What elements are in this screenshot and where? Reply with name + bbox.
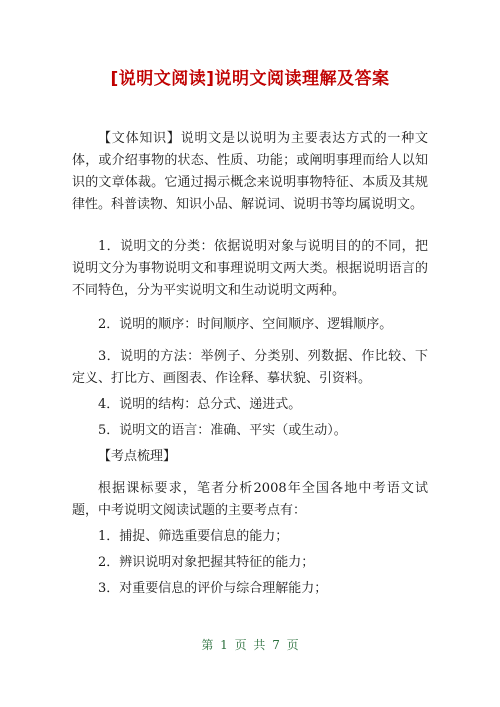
paragraph-classification: 1．说明文的分类：依据说明对象与说明目的的不同，把说明文分为事物说明文和事理说明文两大类。根据说明语言的不同特色，分为平实说明文和生动说明文两种。: [72, 239, 428, 298]
paragraph-methods: 3．说明的方法：举例子、分类别、列数据、作比较、下定义、打比方、画图表、作诠释、摹状貌、引资料。: [72, 349, 428, 386]
section-heading-key-points: 【考点梳理】: [98, 449, 177, 464]
paragraph-order: 2．说明的顺序：时间顺序、空间顺序、逻辑顺序。: [98, 317, 393, 332]
paragraph-language: 5．说明文的语言：准确、平实（或生动）。: [98, 423, 347, 438]
document-title: [说明文阅读]说明文阅读理解及答案: [110, 69, 390, 89]
paragraph-key-points-intro: 根据课标要求，笔者分析2008年全国各地中考语文试题，中考说明文阅读试题的主要考点有：: [72, 481, 428, 518]
list-item-point-2: 2．辨识说明对象把握其特征的能力；: [98, 555, 315, 570]
list-item-point-1: 1．捕捉、筛选重要信息的能力；: [98, 529, 289, 544]
paragraph-genre-knowledge: 【文体知识】说明文是以说明为主要表达方式的一种文体，或介绍事物的状态、性质、功能；或阐明事理而给人以知识的文章体裁。它通过揭示概念来说明事物特征、本质及其规律性。科普读物、知识小品、解说词、说明书等均属说明文。: [72, 131, 428, 212]
page-footer: 第 1 页 共 7 页: [201, 638, 299, 652]
paragraph-structure: 4．说明的结构：总分式、递进式。: [98, 397, 302, 412]
list-item-point-3: 3．对重要信息的评价与综合理解能力；: [98, 581, 328, 596]
